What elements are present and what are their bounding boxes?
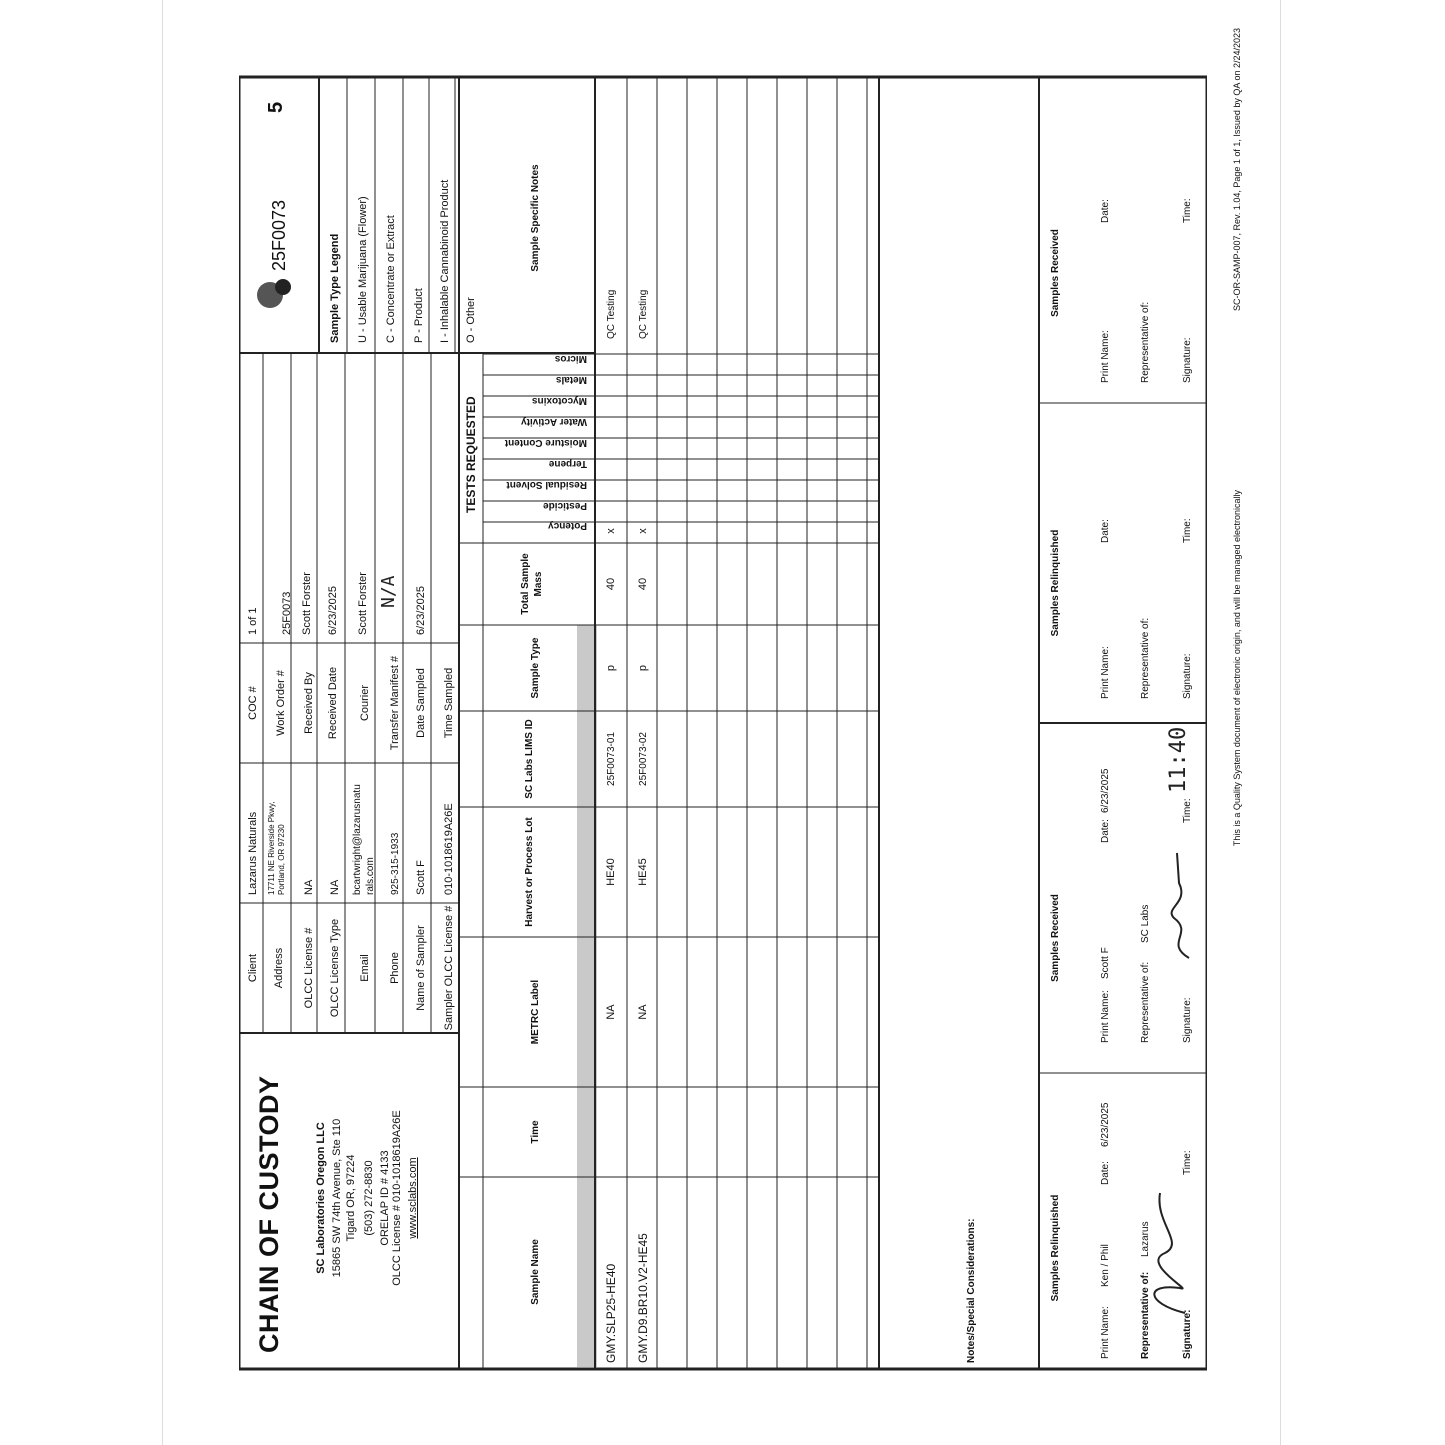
sig3-date-label: Date: <box>1100 519 1111 543</box>
lab-name: SC Laboratories Oregon LLC <box>315 1122 327 1274</box>
sig2-rep-value: SC Labs <box>1140 904 1151 943</box>
test-header: Moisture Content <box>504 437 587 448</box>
work-order-value: 25F0073 <box>281 591 293 635</box>
email-label: Email <box>359 954 371 982</box>
test-header: Mycotoxins <box>531 395 587 406</box>
footer-quality-notice: This is a Quality System document of electronic origin, and will be managed electronically <box>1232 490 1242 847</box>
col-header-metrc: METRC Label <box>530 979 541 1045</box>
col-header-lims: SC Labs LIMS ID <box>524 719 535 799</box>
sig2-rep-label: Representative of: <box>1140 961 1151 1043</box>
time-sampled-label: Time Sampled <box>443 667 455 739</box>
row-1-potency: x <box>605 528 617 534</box>
test-header: Terpene <box>548 458 587 469</box>
sampler-name-label: Name of Sampler <box>415 925 427 1011</box>
tests-requested-title: TESTS REQUESTED <box>464 396 478 513</box>
sig2-title: Samples Received <box>1050 894 1061 982</box>
test-header: Water Activity <box>521 416 587 427</box>
row-2-metrc: NA <box>637 1004 649 1020</box>
sig1-rep-value: Lazarus <box>1140 1221 1151 1257</box>
row-2-potency: x <box>637 528 649 534</box>
sig3-title: Samples Relinquished <box>1050 529 1061 637</box>
legend-item: I - Inhalable Cannabinoid Product <box>439 179 451 343</box>
sig1-rep-label: Representative of: <box>1140 1271 1151 1359</box>
page-edge-line <box>1280 0 1281 1445</box>
row-1-sample-name: GMY.SLP25-HE40 <box>604 1263 618 1363</box>
legend-item: O - Other <box>465 297 477 343</box>
date-sampled-label: Date Sampled <box>415 668 427 738</box>
row-2-type: p <box>637 664 649 672</box>
legend-item: C - Concentrate or Extract <box>385 215 397 343</box>
col-header-time: Time <box>530 1120 541 1144</box>
col-header-lot: Harvest or Process Lot <box>524 817 535 927</box>
row-1-lot: HE40 <box>605 858 617 886</box>
lab-address-2: Tigard OR, 97224 <box>345 1154 357 1242</box>
row-2-mass: 40 <box>637 577 649 591</box>
sig3-sig-label: Signature: <box>1182 653 1193 699</box>
row-1-mass: 40 <box>605 577 617 591</box>
lab-orelap: ORELAP ID # 4133 <box>379 1150 391 1246</box>
test-header: Pesticide <box>543 500 587 511</box>
sig1-sig-label: Signature: <box>1182 1309 1193 1359</box>
olcc-type-value: NA <box>329 879 341 895</box>
col-header-mass: Total Sample Mass <box>520 553 544 615</box>
sig3-print-label: Print Name: <box>1100 646 1111 699</box>
date-sampled-value: 6/23/2025 <box>415 586 427 635</box>
manifest-value: N/A <box>378 575 399 608</box>
form-grid <box>239 63 1207 1383</box>
sig2-print-value: Scott F <box>1100 947 1111 979</box>
sig2-date-label: Date: <box>1100 819 1111 843</box>
email-value-1: bcartwright@lazarusnatu <box>352 784 363 895</box>
test-header: Residual Solvent <box>506 479 587 490</box>
row-1-metrc: NA <box>605 1004 617 1020</box>
received-date-value: 6/23/2025 <box>327 586 339 635</box>
received-by-value: Scott Forster <box>301 572 313 635</box>
row-2-notes: QC Testing <box>638 289 649 339</box>
row-2-lot: HE45 <box>637 858 649 886</box>
address-value-2: Portland, OR 97230 <box>277 824 286 895</box>
row-2-sample-name: GMY.D9.BR10.V2-HE45 <box>636 1233 650 1363</box>
received-by-label: Received By <box>303 672 315 734</box>
footer-page-ref: SC-OR-SAMP-007, Rev. 1.04, Page 1 of 1, Issued by QA on 2/24/2023 <box>1232 28 1242 311</box>
sampler-license-value: 010-1018619A26E <box>443 803 455 895</box>
lab-website[interactable]: www.sclabs.com <box>407 1157 419 1239</box>
sig3-time-label: Time: <box>1182 518 1193 543</box>
olcc-type-label: OLCC License Type <box>329 918 341 1018</box>
row-2-lims: 25F0073-02 <box>638 732 649 786</box>
olcc-license-value: NA <box>303 879 315 895</box>
manifest-label: Transfer Manifest # <box>389 655 401 751</box>
test-header: Potency <box>548 520 587 531</box>
sig4-rep-label: Representative of: <box>1140 301 1151 383</box>
phone-value: 925-315-1933 <box>390 832 401 895</box>
row-1-notes: QC Testing <box>606 289 617 339</box>
lab-address-1: 15865 SW 74th Avenue, Ste 110 <box>331 1118 343 1278</box>
sig1-title: Samples Relinquished <box>1050 1194 1061 1302</box>
client-label: Client <box>247 953 259 983</box>
client-value: Lazarus Naturals <box>247 811 259 895</box>
sig4-time-label: Time: <box>1182 198 1193 223</box>
sig1-date-value: 6/23/2025 <box>1100 1102 1111 1147</box>
coc-label: COC # <box>247 686 259 720</box>
sig2-time-value: 11:40 <box>1166 726 1191 793</box>
work-order-label: Work Order # <box>275 670 287 736</box>
row-1-lims: 25F0073-01 <box>606 732 617 786</box>
form-title: CHAIN OF CUSTODY <box>254 1075 284 1353</box>
courier-value: Scott Forster <box>357 572 369 635</box>
chain-of-custody-form <box>239 63 1207 1383</box>
legend-item: U - Usable Marijuana (Flower) <box>357 196 369 343</box>
col-header-sample-name: Sample Name <box>530 1239 541 1305</box>
page-edge-line <box>162 0 163 1445</box>
sig2-date-value: 6/23/2025 <box>1100 768 1111 813</box>
sig4-sig-label: Signature: <box>1182 337 1193 383</box>
row-1-type: p <box>605 664 617 672</box>
address-value-1: 17711 NE Riverside Pkwy, <box>267 801 276 895</box>
sig4-print-label: Print Name: <box>1100 330 1111 383</box>
courier-label: Courier <box>359 684 371 722</box>
sampler-license-label: Sampler OLCC License # <box>443 905 455 1031</box>
test-header: Micros <box>554 353 587 364</box>
test-header: Metals <box>555 374 587 385</box>
olcc-license-label: OLCC License # <box>303 927 315 1009</box>
lab-olcc-license: OLCC License # 010-1018619A26E <box>391 1110 403 1286</box>
sig2-print-label: Print Name: <box>1100 990 1111 1043</box>
sig2-time-label: Time: <box>1182 798 1193 823</box>
received-date-label: Received Date <box>327 666 339 740</box>
legend-title: Sample Type Legend <box>329 233 341 343</box>
col-header-type: Sample Type <box>530 637 541 699</box>
address-label: Address <box>273 947 285 989</box>
lab-phone: (503) 272-8830 <box>363 1160 375 1236</box>
sig2-sig-label: Signature: <box>1182 997 1193 1043</box>
col-header-notes: Sample Specific Notes <box>530 164 541 272</box>
coc-stamp: 25F0073 <box>269 199 289 271</box>
sig4-date-label: Date: <box>1100 199 1111 223</box>
email-value-2: rals.com <box>365 857 376 895</box>
coc-value: 1 of 1 <box>247 607 259 635</box>
notes-label: Notes/Special Considerations: <box>966 1218 977 1363</box>
sampler-name-value: Scott F <box>415 860 427 895</box>
sig3-rep-label: Representative of: <box>1140 617 1151 699</box>
sig1-time-label: Time: <box>1182 1150 1193 1175</box>
sig1-print-label: Print Name: <box>1100 1306 1111 1359</box>
stamp-mark: 5 <box>265 101 287 113</box>
sig1-date-label: Date: <box>1100 1161 1111 1185</box>
sig4-title: Samples Received <box>1050 229 1061 317</box>
phone-label: Phone <box>389 952 401 984</box>
legend-item: P - Product <box>413 288 425 343</box>
sig1-print-value: Ken / Phil <box>1100 1244 1111 1287</box>
